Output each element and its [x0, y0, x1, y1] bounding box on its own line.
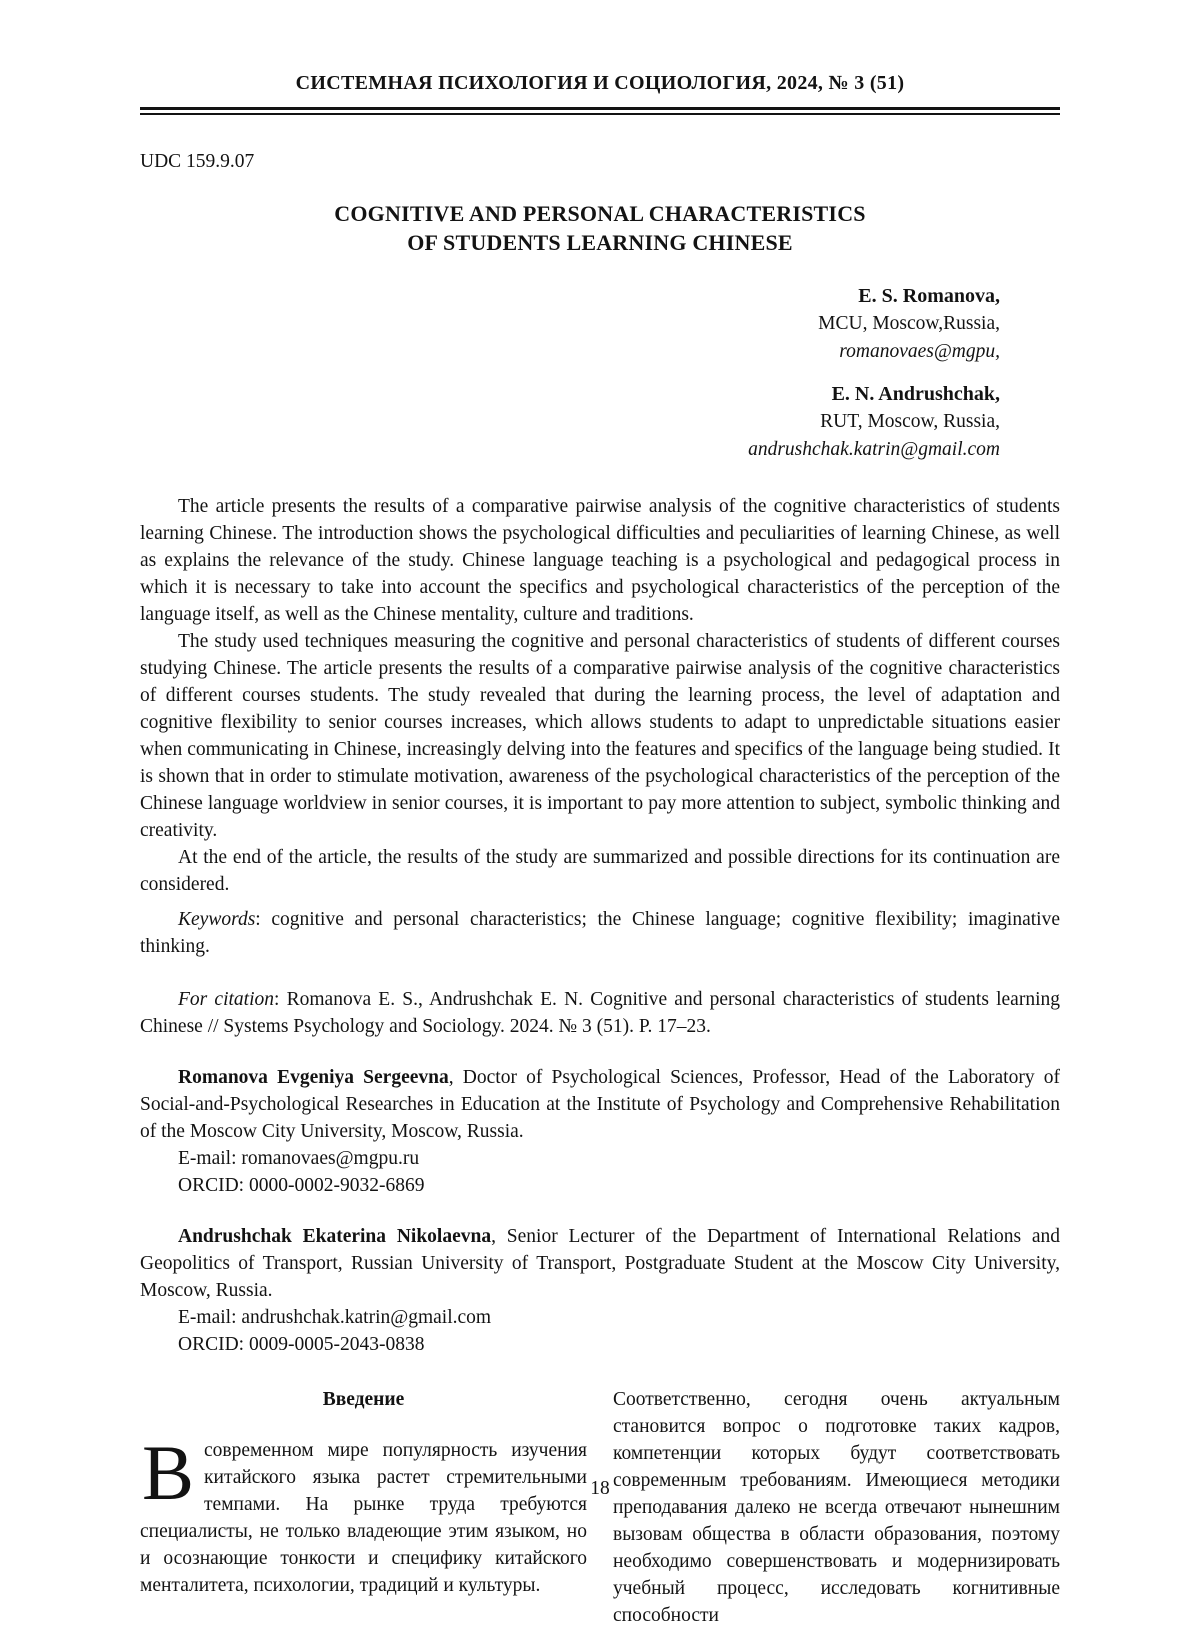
bio-email: E-mail: andrushchak.katrin@gmail.com	[178, 1307, 492, 1329]
keywords-line	[140, 906, 1060, 960]
bio-orcid: ORCID: 0009-0005-2043-0838	[178, 1334, 425, 1356]
abstract-paragraph: The article presents the results of a comparative pairwise analysis of the cognitive characteristics of students learning Chinese. The introduction shows the psychological difficulties and peculiarities of learning Chinese, as well as explains the relevance of the study. Chinese language teaching is a psychological and pedagogical process in which it is necessary to take into account the specifics and psychological characteristics of the perception of the language itself, as well as the Chinese mentality, culture and traditions.	[140, 496, 1060, 626]
abstract-paragraph: The study used techniques measuring the cognitive and personal characteristics of students of different courses studying Chinese. The article presents the results of a comparative pairwise analysis of the cognitive characteristics of different courses students. The study revealed that during the learning process, the level of adaptation and cognitive flexibility to senior courses increases, which allows students to adapt to unpredictable situations easier when communicating in Chinese, increasingly delving into the features and specifics of the language being studied. It is shown that in order to stimulate motivation, awareness of the psychological characteristics of the perception of the Chinese language worldview in senior courses, it is important to pay more attention to subject, symbolic thinking and creativity.	[140, 631, 1060, 842]
citation-label: For citation	[178, 989, 275, 1011]
author-name: E. S. Romanova,	[858, 284, 1000, 307]
section-heading-introduction: Введение	[322, 1389, 405, 1411]
article-title-line1: COGNITIVE AND PERSONAL CHARACTERISTICS	[334, 200, 866, 226]
bio-paragraph	[140, 1223, 1060, 1304]
intro-paragraph-right: Соответственно, сегодня очень актуальным становится вопрос о подготовке таких кадров, компетенции которых будут соответствовать современным требованиям. Имеющиеся методики преподавания далеко не всегда отвечают нынешним вызовам общества в области образования, поэтому необходимо совершенствовать и модернизировать учебный процесс, исследовать когнитивные способности	[613, 1389, 1060, 1627]
citation-text: : Romanova E. S., Andrushchak E. N. Cognitive and personal characteristics of students learning Chinese // Systems Psychology and Sociology. 2024. № 3 (51). P. 17–23.	[140, 989, 1061, 1038]
bio-paragraph	[140, 1064, 1060, 1145]
page-number: 18	[590, 1478, 610, 1499]
author-affiliation: RUT, Moscow, Russia,	[820, 411, 1000, 433]
bio-name: Andrushchak Ekaterina Nikolaevna	[178, 1226, 492, 1248]
journal-header: СИСТЕМНАЯ ПСИХОЛОГИЯ И СОЦИОЛОГИЯ, 2024, № 3 (51)	[295, 72, 905, 94]
author-affiliation: MCU, Moscow,Russia,	[818, 313, 1000, 335]
bio-email: E-mail: romanovaes@mgpu.ru	[178, 1148, 420, 1170]
bio-romanova	[140, 1064, 1060, 1199]
left-column	[140, 1386, 587, 1629]
author-romanova	[140, 282, 1000, 366]
header-rule-thin	[140, 113, 1060, 115]
keywords-label: Keywords	[178, 909, 256, 931]
abstract-paragraph: At the end of the article, the results of the study are summarized and possible directions for its continuation are considered.	[140, 847, 1060, 896]
citation-line	[140, 986, 1060, 1040]
right-column	[613, 1386, 1060, 1629]
header-rule-thick	[140, 107, 1060, 110]
bio-orcid: ORCID: 0000-0002-9032-6869	[178, 1175, 425, 1197]
author-name: E. N. Andrushchak,	[831, 382, 1000, 405]
two-column-section	[140, 1386, 1060, 1629]
author-email: andrushchak.katrin@gmail.com	[748, 438, 1000, 460]
bio-andrushchak	[140, 1223, 1060, 1358]
author-andrushchak	[140, 380, 1000, 464]
bio-text: , Senior Lecturer of the Department of International Relations and Geopolitics of Transport, Russian University of Transport, Postgraduate Student at the Moscow City University, Moscow, Russia.	[140, 1226, 1061, 1302]
header-rule	[140, 107, 1060, 115]
keywords-text: : cognitive and personal characteristics; the Chinese language; cognitive flexibility; imaginative thinking.	[140, 909, 1060, 958]
udc-label: UDC 159.9.07	[140, 150, 255, 172]
article-title-line2: OF STUDENTS LEARNING CHINESE	[407, 230, 793, 256]
author-email: romanovaes@mgpu,	[839, 340, 1000, 362]
abstract-block	[140, 493, 1060, 898]
bio-name: Romanova Evgeniya Sergeevna	[178, 1067, 449, 1089]
article-title	[140, 199, 1060, 258]
dropcap-letter: В	[142, 1429, 195, 1517]
authors-block	[140, 282, 1060, 464]
intro-left-text: современном мире популярность изучения китайского языка растет стремительными темпами. На рынке труда требуются специалисты, не только владеющие этим языком, но и осознающие тонкости и специфику китайского менталитета, психологии, традиций и культуры.	[140, 1440, 587, 1597]
bio-text: , Doctor of Psychological Sciences, Professor, Head of the Laboratory of Social-and-Psychological Researches in Education at the Institute of Psychology and Comprehensive Rehabilitation of the Moscow City University, Moscow, Russia.	[140, 1067, 1061, 1143]
intro-paragraph-left	[140, 1429, 587, 1599]
